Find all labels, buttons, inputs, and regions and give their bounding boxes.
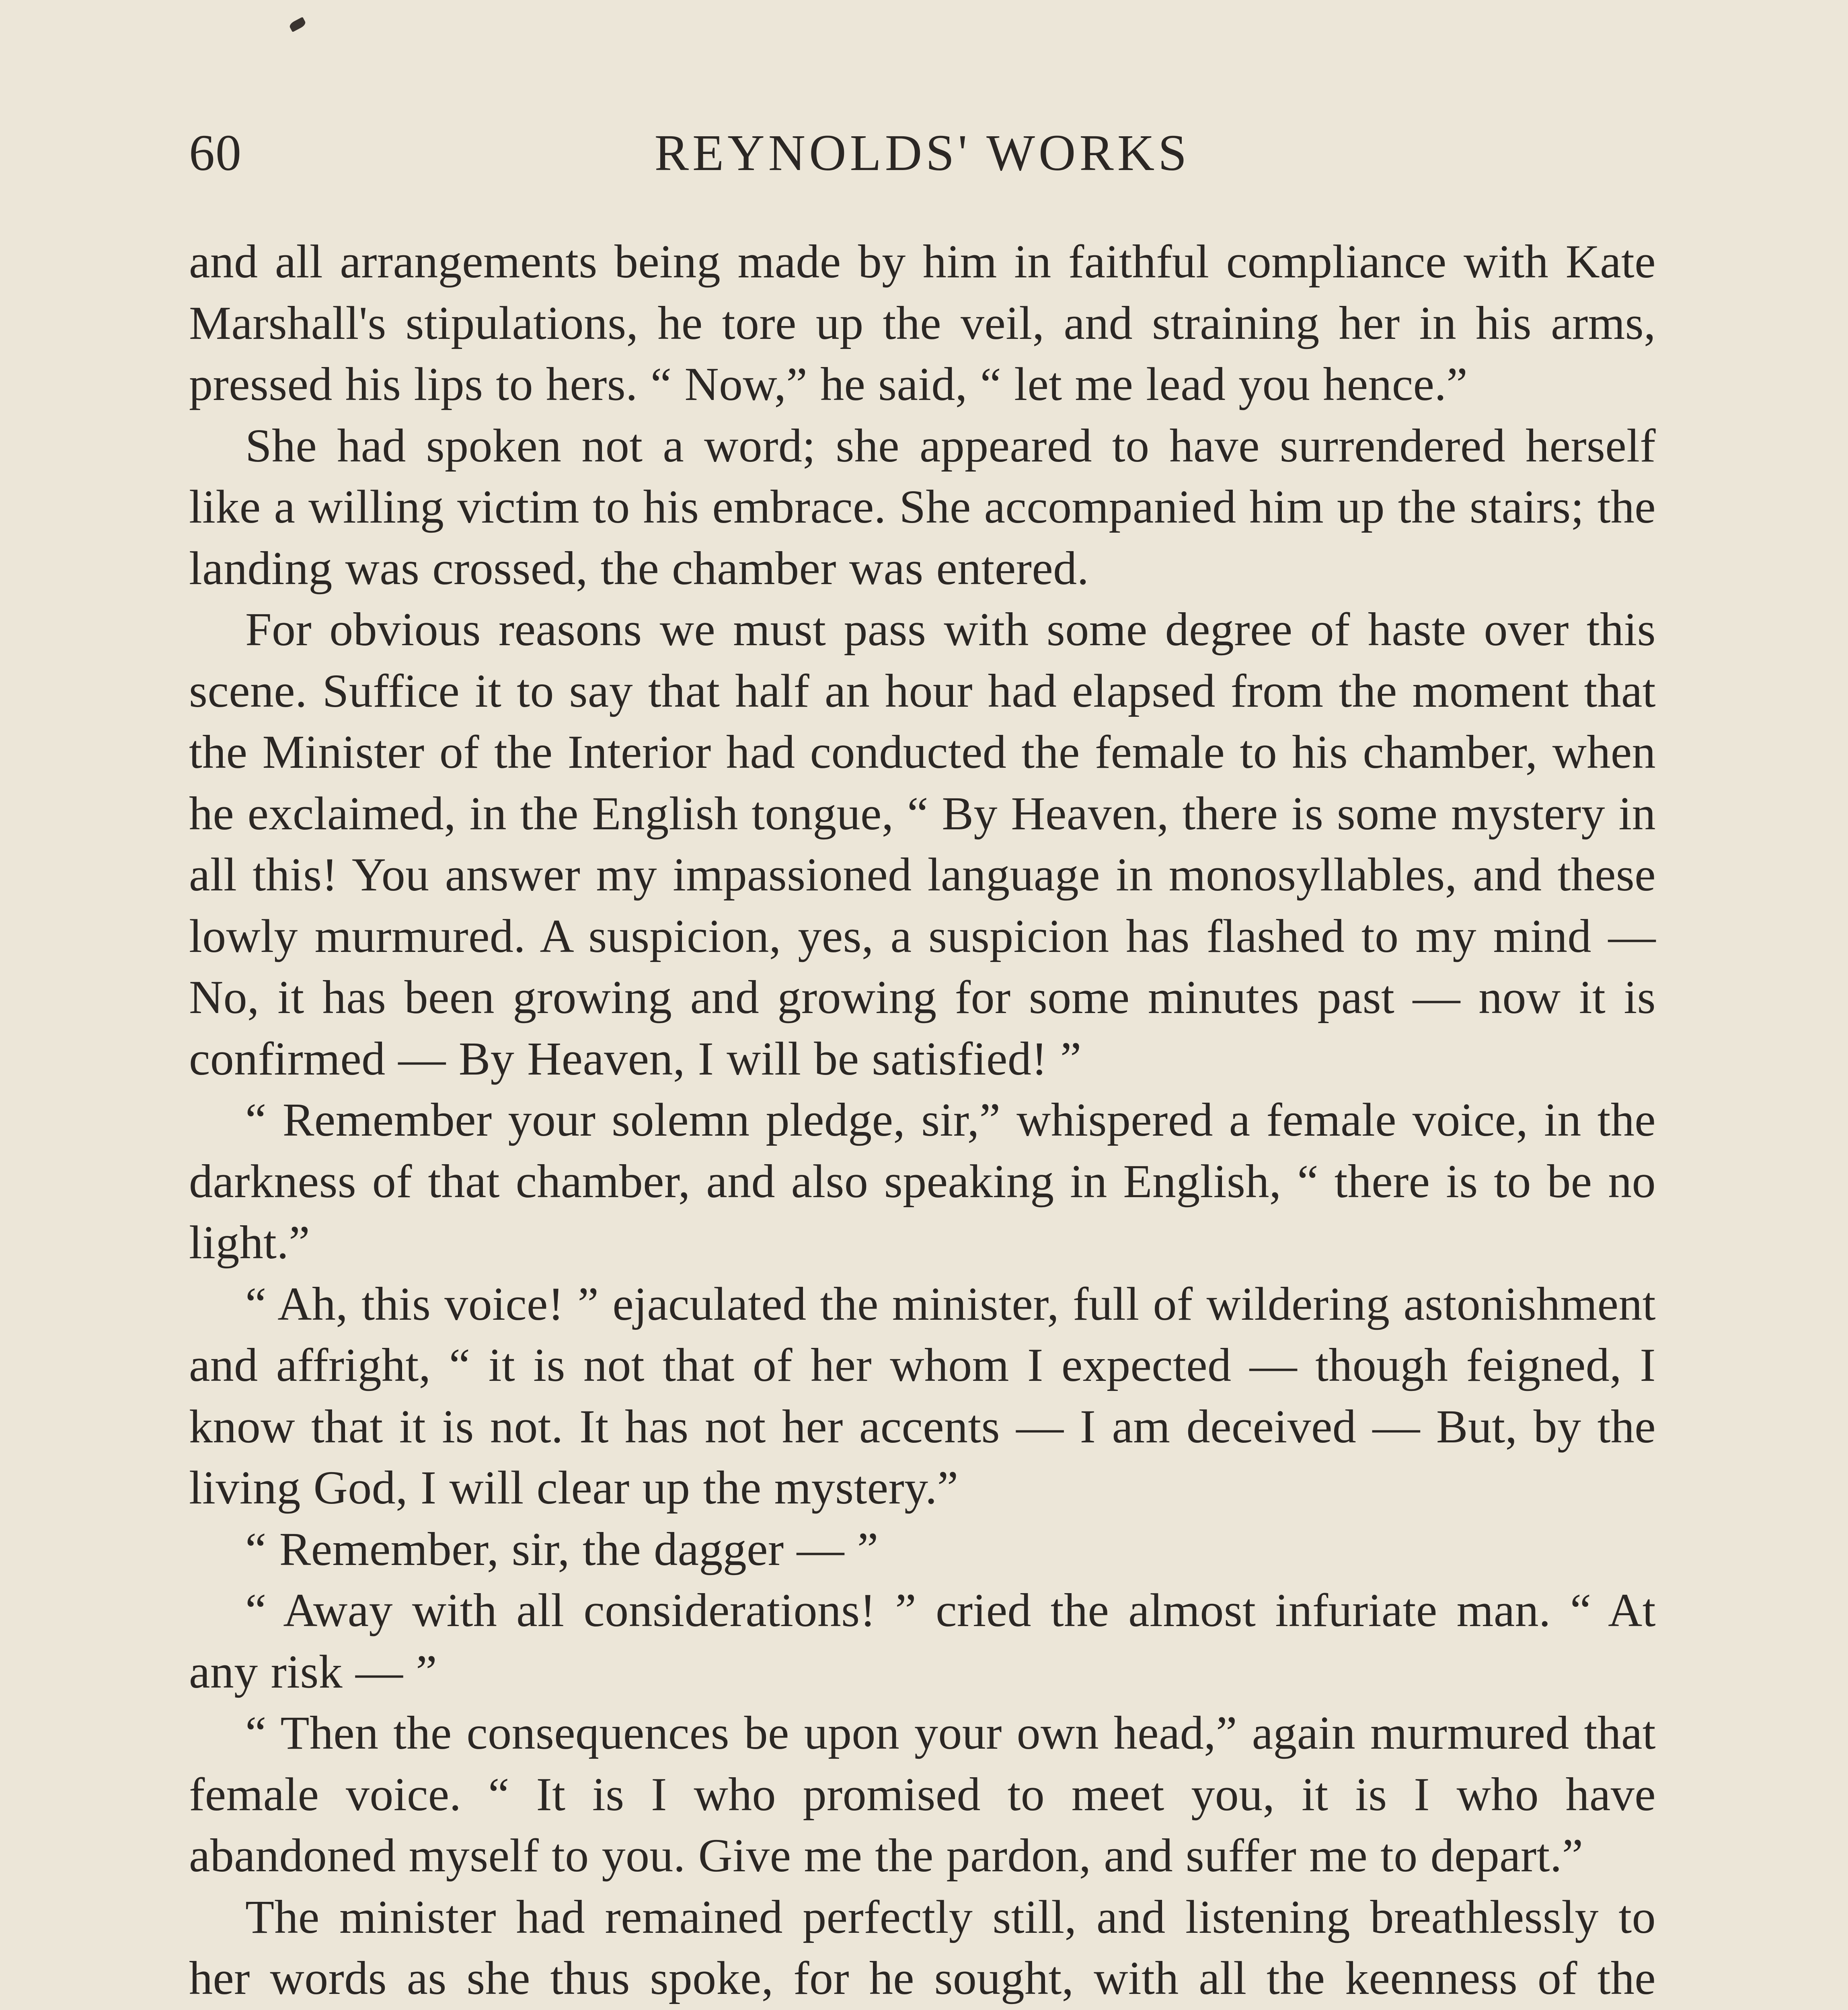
paragraph: She had spoken not a word; she appeared to have surrendered herself like a willing victim to his embrace. She accompanied him up the stairs; the landing was crossed, the chamber was entered.	[189, 419, 1656, 595]
paragraph: “ Remember, sir, the dagger — ”	[245, 1522, 879, 1575]
paragraph: “ Away with all considerations! ” cried the almost infuriate man. “ At any risk — ”	[189, 1584, 1656, 1698]
paragraph: “ Ah, this voice! ” ejaculated the minister, full of wildering astonishment and affright, “ it is not that of her whom I expected — though feigned, I know that it is not. It has not her accents — I am deceived — But, by the living God, I will clear up the mystery.”	[189, 1277, 1656, 1514]
paragraph: and all arrangements being made by him in faithful compliance with Kate Marshall's stipulations, he tore up the veil, and straining her in his arms, pressed his lips to hers. “ Now,” he said, “ let me lead you hence.”	[189, 235, 1656, 410]
paragraph: “ Then the consequences be upon your own head,” again murmured that female voice. “ It is I who promised to meet you, it is I who have abandoned myself to you. Give me the pardon, and suffer me to depart.”	[189, 1706, 1656, 1882]
page-number: 60	[189, 124, 242, 181]
ink-mark	[288, 17, 307, 32]
paragraph: For obvious reasons we must pass with some degree of haste over this scene. Suffice it to say that half an hour had elapsed from the moment that the Minister of the Interior had conducted the female to his chamber, when he exclaimed, in the English tongue, “ By Heaven, there is some mystery in all this! You answer my impassioned language in monosyllables, and these lowly murmured. A suspicion, yes, a suspicion has flashed to my mind — No, it has been growing and growing for some minutes past — now it is confirmed — By Heaven, I will be satisfied! ”	[189, 603, 1656, 1085]
page-header	[189, 121, 1656, 185]
body-text	[189, 231, 1656, 2010]
paragraph: “ Remember your solemn pledge, sir,” whispered a female voice, in the darkness of that chamber, and also speaking in English, “ there is to be no light.”	[189, 1093, 1656, 1269]
running-title: REYNOLDS' WORKS	[654, 124, 1191, 181]
paragraph: The minister had remained perfectly still, and listening breathlessly to her words as she thus spoke, for he sought, with all the keenness of the	[189, 1890, 1656, 2004]
